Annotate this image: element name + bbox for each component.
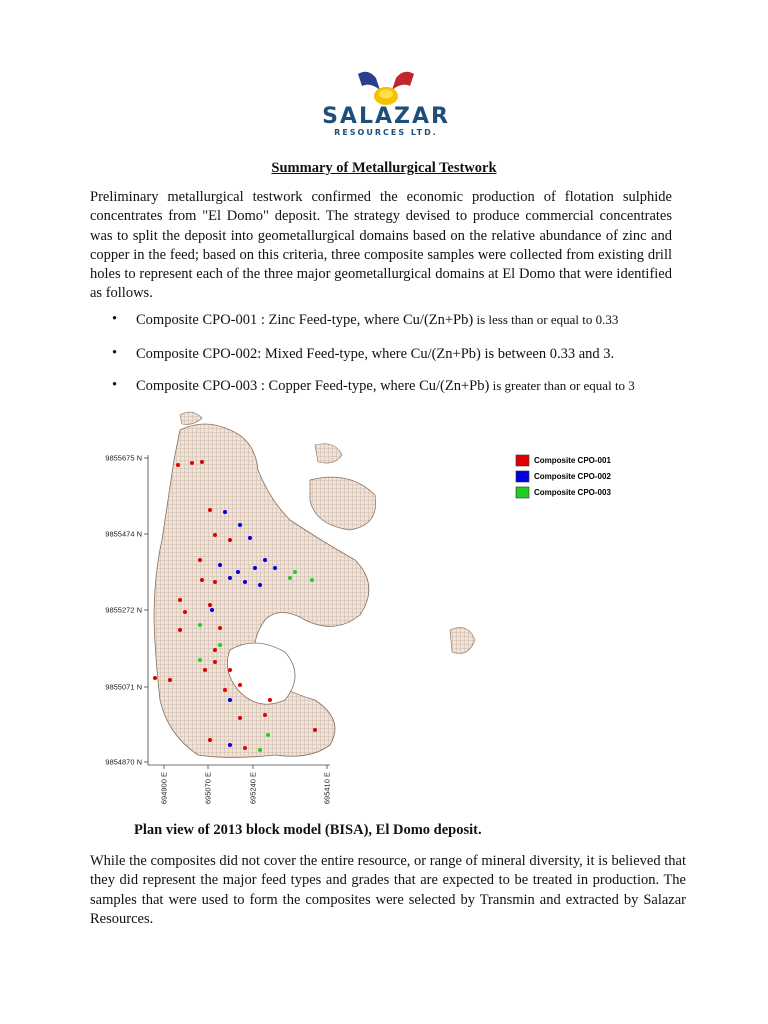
x-tick-label: 695240 E	[248, 772, 258, 805]
drill-hole-marker	[266, 733, 270, 737]
drill-hole-marker	[273, 566, 277, 570]
drill-hole-marker	[223, 510, 227, 514]
drill-hole-marker	[213, 533, 217, 537]
y-tick-label: 9855675 N	[105, 453, 142, 463]
drill-hole-marker	[263, 713, 267, 717]
bullet-icon: •	[112, 377, 118, 393]
intro-paragraph: Preliminary metallurgical testwork confirmed the economic production of flotation sulphide concentrates from "El Domo" deposit. The strategy devised to produce commercial concentrates was to split the deposit into geometallurgical domains based on the relative abundance of zinc and copper in the feed; based on this criteria, three composite samples were collected from existing drill holes to represent each of the three major geometallurgical domains at El Domo that were identified as follows.	[90, 189, 672, 302]
drill-hole-marker	[218, 626, 222, 630]
logo-emblem-icon	[306, 64, 466, 108]
drill-hole-marker	[228, 743, 232, 747]
bullet-icon: •	[112, 345, 118, 361]
y-tick-label: 9855071 N	[105, 682, 142, 692]
drill-hole-marker	[228, 538, 232, 542]
y-tick-label: 9855272 N	[105, 605, 142, 615]
bullet-main-text: Composite CPO-003 : Copper Feed-type, where Cu/(Zn+Pb)	[136, 378, 490, 394]
drill-hole-marker	[198, 623, 202, 627]
bullet-main-text: Composite CPO-002: Mixed Feed-type, where Cu/(Zn+Pb) is between 0.33 and 3.	[136, 346, 615, 362]
drill-hole-marker	[238, 683, 242, 687]
drill-hole-marker	[218, 643, 222, 647]
deposit-outline	[154, 424, 369, 758]
logo-name: SALAZAR	[322, 104, 450, 129]
bullet-tail-text: is less than or equal to 0.33	[473, 312, 619, 327]
drill-hole-marker	[253, 566, 257, 570]
drill-hole-marker	[203, 668, 207, 672]
drill-hole-marker	[200, 578, 204, 582]
deposit-island	[310, 477, 376, 530]
drill-hole-marker	[223, 688, 227, 692]
map-figure	[80, 400, 640, 810]
drill-hole-marker	[263, 558, 267, 562]
drill-hole-marker	[313, 728, 317, 732]
page-title: Summary of Metallurgical Testwork	[271, 160, 497, 176]
drill-hole-marker	[228, 576, 232, 580]
drill-hole-marker	[228, 698, 232, 702]
bullet-icon: •	[112, 311, 118, 327]
drill-hole-marker	[178, 628, 182, 632]
legend-swatch	[516, 455, 529, 466]
drill-hole-marker	[268, 698, 272, 702]
drill-hole-marker	[198, 558, 202, 562]
drill-hole-marker	[258, 748, 262, 752]
drill-hole-marker	[213, 660, 217, 664]
drill-hole-marker	[190, 461, 194, 465]
block-model-map	[80, 400, 640, 810]
x-tick-label: 695070 E	[203, 772, 213, 805]
drill-hole-marker	[243, 746, 247, 750]
bullet-main-text: Composite CPO-001 : Zinc Feed-type, where Cu/(Zn+Pb)	[136, 312, 474, 328]
drill-hole-marker	[238, 523, 242, 527]
deposit-island	[180, 412, 202, 424]
drill-hole-marker	[228, 668, 232, 672]
legend-swatch	[516, 487, 529, 498]
drill-hole-marker	[208, 508, 212, 512]
figure-caption: Plan view of 2013 block model (BISA), El Domo deposit.	[134, 822, 482, 838]
drill-hole-marker	[176, 463, 180, 467]
drill-hole-marker	[178, 598, 182, 602]
bullet-tail-text: is greater than or equal to 3	[489, 378, 635, 393]
drill-hole-marker	[213, 648, 217, 652]
drill-hole-marker	[200, 460, 204, 464]
drill-hole-marker	[293, 570, 297, 574]
logo-subtitle: RESOURCES LTD.	[334, 128, 438, 137]
x-tick-label: 694900 E	[159, 772, 169, 805]
deposit-island	[450, 628, 475, 654]
drill-hole-marker	[238, 716, 242, 720]
drill-hole-marker	[236, 570, 240, 574]
drill-hole-marker	[208, 603, 212, 607]
drill-hole-marker	[210, 608, 214, 612]
drill-hole-marker	[310, 578, 314, 582]
drill-hole-marker	[248, 536, 252, 540]
legend-label: Composite CPO-002	[534, 472, 611, 481]
drill-hole-marker	[183, 610, 187, 614]
legend-swatch	[516, 471, 529, 482]
drill-hole-marker	[153, 676, 157, 680]
legend-label: Composite CPO-001	[534, 456, 611, 465]
drill-hole-marker	[288, 576, 292, 580]
legend-label: Composite CPO-003	[534, 488, 611, 497]
drill-hole-marker	[213, 580, 217, 584]
company-logo	[306, 64, 466, 140]
drill-hole-marker	[198, 658, 202, 662]
deposit-island	[315, 444, 342, 463]
drill-hole-marker	[243, 580, 247, 584]
drill-hole-marker	[258, 583, 262, 587]
drill-hole-marker	[168, 678, 172, 682]
drill-hole-marker	[218, 563, 222, 567]
y-tick-label: 9855474 N	[105, 529, 142, 539]
y-tick-label: 9854870 N	[105, 757, 142, 767]
closing-paragraph: While the composites did not cover the entire resource, or range of mineral diversity, it is believed that they did represent the major feed types and grades that are expected to be treated in production. The samples that were used to form the composites were selected by Transmin and extracted by Salazar Resources.	[90, 853, 686, 927]
x-tick-label: 695410 E	[322, 772, 332, 805]
drill-hole-marker	[208, 738, 212, 742]
